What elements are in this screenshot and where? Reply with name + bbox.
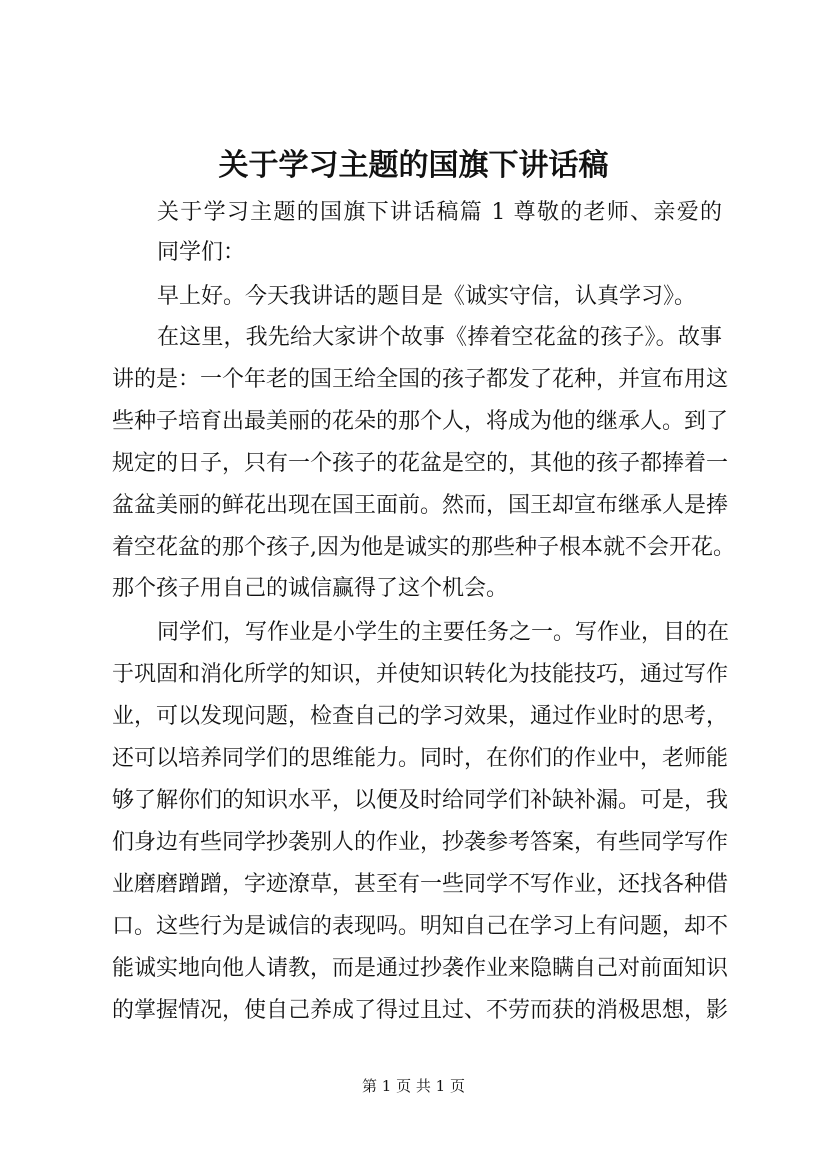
paragraph-line: 盆盆美丽的鲜花出现在国王面前。然而，国王却宣布继承人是捧 <box>112 493 729 518</box>
paragraph-line: 些种子培育出最美丽的花朵的那个人，将成为他的继承人。到了 <box>112 409 729 434</box>
paragraph-line: 能诚实地向他人请教，而是通过抄袭作业来隐瞒自己对前面知识 <box>112 956 729 981</box>
paragraph-line: 那个孩子用自己的诚信赢得了这个机会。 <box>112 576 509 601</box>
intro-line: 关于学习主题的国旗下讲话稿篇 1 尊敬的老师、亲爱的 <box>157 200 722 225</box>
document-title: 关于学习主题的国旗下讲话稿 <box>218 148 609 183</box>
paragraph-line: 们身边有些同学抄袭别人的作业，抄袭参考答案，有些同学写作 <box>112 830 729 855</box>
paragraph-line: 讲的是：一个年老的国王给全国的孩子都发了花种，并宣布用这 <box>112 367 729 392</box>
paragraph-line: 业，可以发现问题，检查自己的学习效果，通过作业时的思考， <box>112 704 729 729</box>
paragraph-line: 于巩固和消化所学的知识，并使知识转化为技能技巧，通过写作 <box>112 662 729 687</box>
paragraph-line: 的掌握情况，使自己养成了得过且过、不劳而获的消极思想，影 <box>112 998 729 1023</box>
intro-line: 同学们： <box>157 240 246 265</box>
paragraph-line: 同学们，写作业是小学生的主要任务之一。写作业，目的在 <box>157 620 730 645</box>
greeting-line: 早上好。今天我讲话的题目是《诚实守信，认真学习》。 <box>157 284 697 309</box>
paragraph-line: 还可以培养同学们的思维能力。同时，在你们的作业中，老师能 <box>112 746 729 771</box>
paragraph-line: 规定的日子，只有一个孩子的花盆是空的，其他的孩子都捧着一 <box>112 451 729 476</box>
paragraph-line: 在这里，我先给大家讲个故事《捧着空花盆的孩子》。故事 <box>157 325 722 350</box>
paragraph-line: 着空花盆的那个孩子,因为他是诚实的那些种子根本就不会开花。 <box>112 535 735 560</box>
paragraph-line: 够了解你们的知识水平，以便及时给同学们补缺补漏。可是，我 <box>112 788 729 813</box>
page-footer: 第 1 页 共 1 页 <box>362 1077 465 1095</box>
paragraph-line: 口。这些行为是诚信的表现吗。明知自己在学习上有问题，却不 <box>112 914 729 939</box>
paragraph-line: 业磨磨蹭蹭，字迹潦草，甚至有一些同学不写作业，还找各种借 <box>112 872 729 897</box>
